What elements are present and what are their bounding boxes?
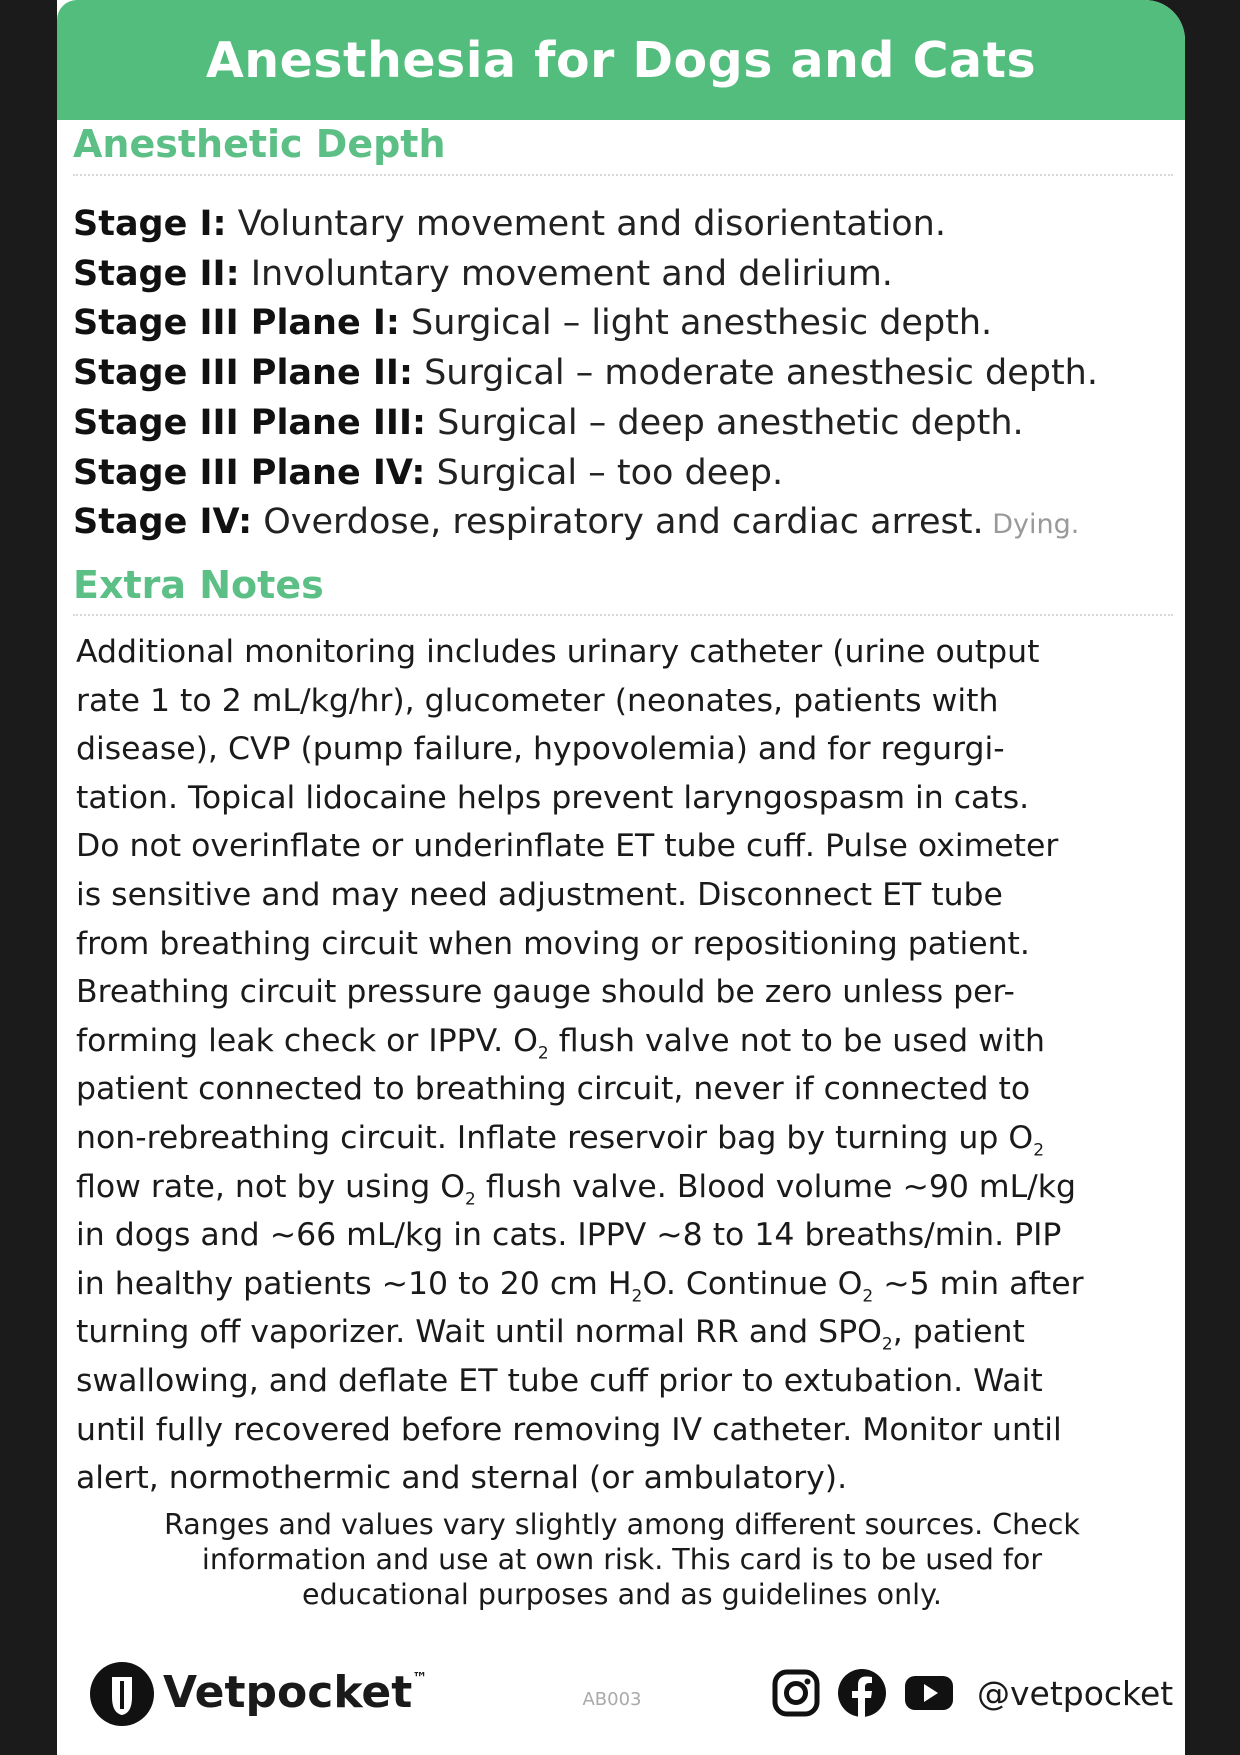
- note-text: O. Continue O: [642, 1265, 863, 1302]
- stage-description: Involuntary movement and delirium.: [239, 253, 893, 294]
- stage-item: [73, 200, 1183, 250]
- note-text: swallowing, and deflate ET tube cuff prior to extubation. Wait: [76, 1362, 1043, 1399]
- note-line: [76, 968, 1181, 1017]
- note-line: [76, 774, 1181, 823]
- stage-item: [73, 498, 1183, 550]
- note-text: non-rebreathing circuit. Inflate reservoir bag by turning up O: [76, 1119, 1034, 1156]
- stage-label: Stage III Plane III:: [73, 402, 426, 443]
- section-title-anesthetic-depth: Anesthetic Depth: [73, 122, 446, 166]
- note-text: in healthy patients ~10 to 20 cm H: [76, 1265, 632, 1302]
- note-line: [76, 1260, 1181, 1309]
- note-text: tation. Topical lidocaine helps prevent laryngospasm in cats.: [76, 779, 1030, 816]
- brand-name: [163, 1667, 427, 1718]
- note-line: [76, 1454, 1181, 1503]
- stage-label: Stage III Plane I:: [73, 303, 400, 344]
- trademark-symbol: ™: [412, 1669, 428, 1687]
- note-text: until fully recovered before removing IV catheter. Monitor until: [76, 1411, 1062, 1448]
- disclaimer-line: educational purposes and as guidelines only.: [302, 1578, 942, 1611]
- stage-list: [73, 200, 1183, 550]
- note-text: , patient: [892, 1314, 1025, 1351]
- card-header: [57, 0, 1185, 120]
- note-line: [76, 1163, 1181, 1212]
- stage-label: Stage III Plane IV:: [73, 452, 426, 493]
- note-text: in dogs and ~66 mL/kg in cats. IPPV ~8 to 14 breaths/min. PIP: [76, 1217, 1062, 1254]
- note-line: [76, 1357, 1181, 1406]
- note-line: [76, 677, 1181, 726]
- subscript: 2: [465, 1188, 476, 1209]
- note-text: forming leak check or IPPV. O: [76, 1022, 538, 1059]
- vetpocket-logo-icon: [89, 1661, 155, 1727]
- stage-description: Surgical – too deep.: [425, 452, 784, 493]
- note-text: alert, normothermic and sternal (or ambulatory).: [76, 1460, 848, 1497]
- note-text: flush valve not to be used with: [548, 1022, 1045, 1059]
- stage-label: Stage III Plane II:: [73, 353, 413, 394]
- stage-description: Surgical – light anesthesic depth.: [399, 303, 993, 344]
- note-line: [76, 871, 1181, 920]
- note-line: [76, 1211, 1181, 1260]
- youtube-icon[interactable]: [903, 1667, 955, 1719]
- stage-item: [73, 250, 1183, 300]
- note-line: [76, 725, 1181, 774]
- note-text: Do not overinflate or underinflate ET tube cuff. Pulse oximeter: [76, 828, 1059, 865]
- subscript: 2: [881, 1334, 893, 1355]
- note-text: rate 1 to 2 mL/kg/hr), glucometer (neonates, patients with: [76, 682, 999, 719]
- subscript: 2: [631, 1286, 643, 1307]
- reference-card: [57, 0, 1185, 1755]
- stage-note: Dying.: [983, 509, 1080, 541]
- note-text: flush valve. Blood volume ~90 mL/kg: [475, 1168, 1077, 1205]
- note-line: [76, 1114, 1181, 1163]
- note-line: [76, 628, 1181, 677]
- note-text: from breathing circuit when moving or repositioning patient.: [76, 925, 1030, 962]
- note-text: ~5 min after: [873, 1265, 1084, 1302]
- stage-label: Stage II:: [73, 253, 240, 294]
- stage-description: Overdose, respiratory and cardiac arrest.: [252, 502, 984, 543]
- stage-description: Surgical – moderate anesthesic depth.: [412, 353, 1098, 394]
- note-text: Breathing circuit pressure gauge should be zero unless per-: [76, 974, 1015, 1011]
- disclaimer-line: information and use at own risk. This card is to be used for: [201, 1543, 1043, 1576]
- note-line: [76, 822, 1181, 871]
- subscript: 2: [537, 1043, 549, 1064]
- social-handle[interactable]: @vetpocket: [977, 1674, 1174, 1713]
- disclaimer: [97, 1507, 1147, 1612]
- note-text: Additional monitoring includes urinary catheter (urine output: [76, 634, 1040, 670]
- instagram-icon[interactable]: [770, 1667, 822, 1719]
- stage-item: [73, 349, 1183, 399]
- extra-notes-text: [76, 628, 1181, 1503]
- footer: [57, 1655, 1185, 1745]
- stage-label: Stage I:: [73, 204, 227, 244]
- note-line: [76, 1406, 1181, 1455]
- subscript: 2: [1033, 1140, 1045, 1161]
- subscript: 2: [862, 1286, 874, 1307]
- note-line: [76, 920, 1181, 969]
- stage-label: Stage IV:: [73, 502, 253, 543]
- note-line: [76, 1065, 1181, 1114]
- note-text: turning off vaporizer. Wait until normal RR and SPO: [76, 1314, 882, 1351]
- stage-item: [73, 449, 1183, 499]
- stage-description: Voluntary movement and disorientation.: [226, 204, 946, 244]
- page-title: Anesthesia for Dogs and Cats: [205, 31, 1037, 89]
- stage-item: [73, 299, 1183, 349]
- note-line: [76, 1308, 1181, 1357]
- section-divider: [73, 614, 1173, 616]
- note-text: disease), CVP (pump failure, hypovolemia) and for regurgi-: [76, 731, 1005, 768]
- stage-description: Surgical – deep anesthetic depth.: [425, 402, 1024, 443]
- note-text: flow rate, not by using O: [76, 1168, 466, 1205]
- brand-text: Vetpocket: [163, 1667, 413, 1718]
- section-divider: [73, 174, 1173, 176]
- note-line: [76, 1017, 1181, 1066]
- disclaimer-line: Ranges and values vary slightly among different sources. Check: [164, 1508, 1080, 1541]
- card-code: AB003: [582, 1689, 642, 1710]
- facebook-icon[interactable]: [836, 1667, 888, 1719]
- section-title-extra-notes: Extra Notes: [73, 563, 324, 607]
- stage-item: [73, 399, 1183, 449]
- note-text: is sensitive and may need adjustment. Disconnect ET tube: [76, 876, 1003, 913]
- note-text: patient connected to breathing circuit, never if connected to: [76, 1071, 1031, 1108]
